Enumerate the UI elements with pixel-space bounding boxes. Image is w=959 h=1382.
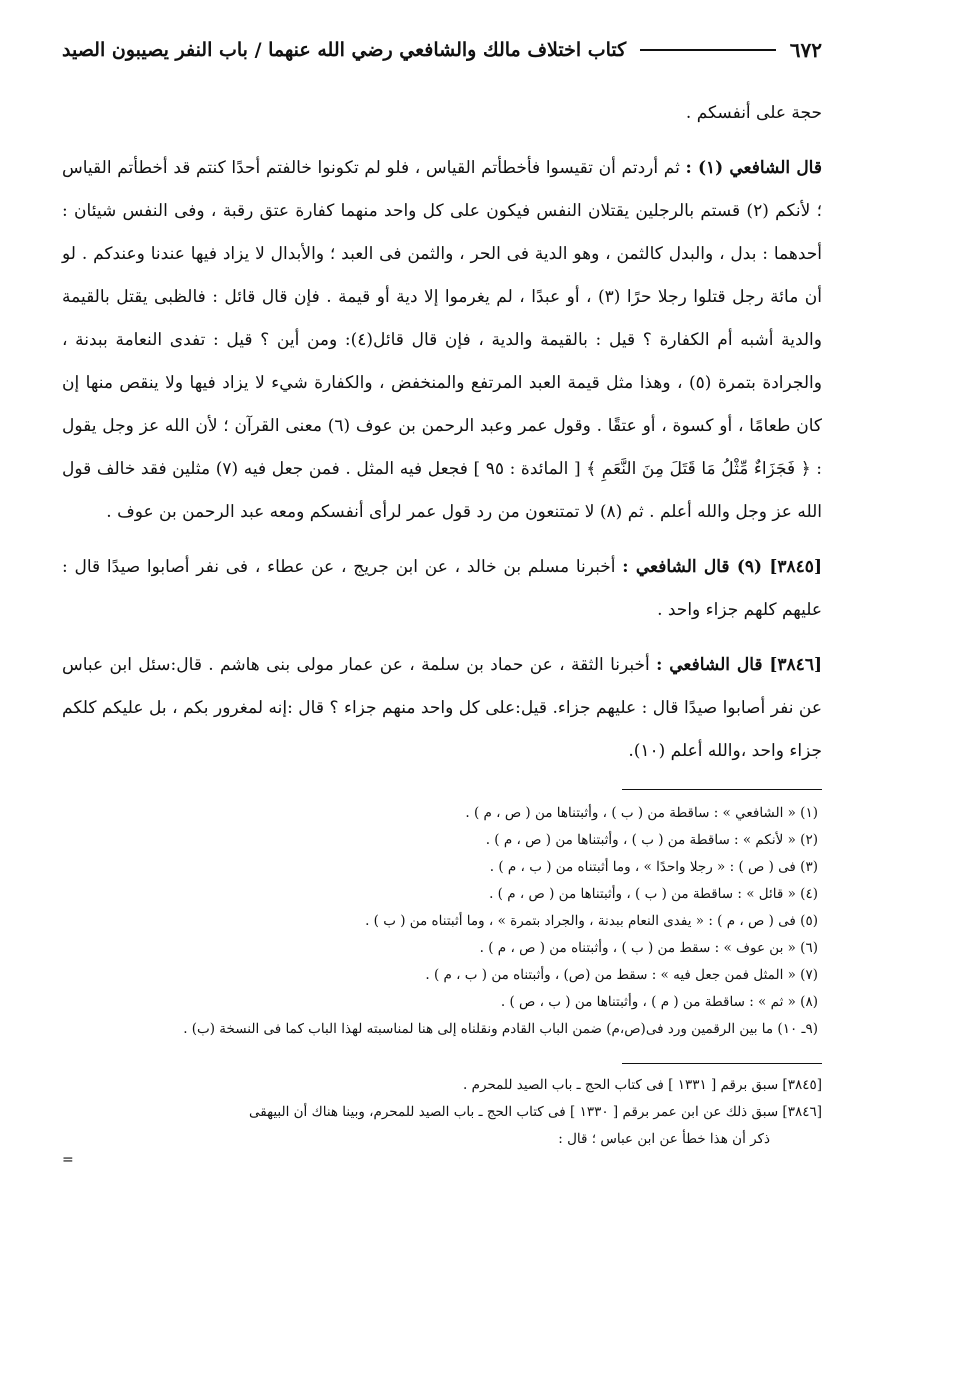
sources-rule (622, 1063, 822, 1064)
paragraph-text: ثم أردتم أن تقيسوا فأخطأتم القياس ، فلو لم تكونوا خالفتم أحدًا كنتم قد أخطأتم القياس ؛ لأنكم (٢) قستم بالرجلين يقتلان النفس فيكون على كل واحد منهما كفارة عتق رقبة ، وفى النفس شيئان : أحدهما : بدل ، والبدل كالثمن ، وهو الدية فى الحر ، والثمن فى العبد ؛ والأبدال لا يزاد فيها عندنا وعندكم . لو أن مائة رجل قتلوا رجلا حرًا (٣) ، أو عبدًا ، لم يغرموا إلا دية أو قيمة . فإن قال قائل : فالظبى يقتل بالقيمة والدية أشبه أم الكفارة ؟ قيل : بالقيمة والدية ، فإن قال قائل(٤): ومن أين ؟ قيل : تفدى النعامة ببدنة ، والجرادة بتمرة (٥) ، وهذا مثل قيمة العبد المرتفع والمنخفض ، والكفارة شيء لا يزاد فيها ولا ينقص منها إن كان طعامًا ، أو كسوة ، أو عتقًا . وقول عمر وعبد الرحمن بن عوف (٦) معنى القرآن ؛ لأن الله عز وجل يقول : ﴿ فَجَزَاءٌ مِّثْلُ مَا قَتَلَ مِنَ النَّعَمِ ﴾ [ المائدة : ٩٥ ] فجعل فيه المثل . فمن جعل فيه (٧) مثلين فقد خالف قول الله عز وجل والله أعلم . ثم (٨) لا تمتنعون من رد قول عمر لرأى أنفسكم ومعه عبد الرحمن بن عوف . (62, 158, 822, 522)
paragraph (62, 147, 822, 534)
source-note: [٣٨٤٥] سبق برقم [ ١٣٣١ ] فى كتاب الحج ـ باب الصيد للمحرم . (463, 1077, 822, 1093)
footnote-rule (622, 789, 822, 790)
footnote: (٢) « لأنكم » : ساقطة من ( ب ) ، وأثبتناها من ( ص ، م ) . (485, 832, 818, 848)
footnote: (٥) فى ( ص ، م ) : « يفدى النعام ببدنة ، والجراد بتمرة » ، وما أثبتناه من ( ب ) . (365, 913, 818, 929)
main-text (62, 92, 822, 773)
paragraph (62, 92, 822, 135)
source-note-continued: ذكر أن هذا خطأ عن ابن عباس ؛ قال : (558, 1131, 770, 1147)
running-title: كتاب اختلاف مالك والشافعي رضي الله عنهما / باب النفر يصيبون الصيد (62, 39, 627, 61)
footnote: (٨) « ثم » : ساقطة من ( م ) ، وأثبتناها من ( ب ، ص ) . (500, 994, 818, 1010)
book-page (62, 30, 822, 1350)
paragraph-text: أخبرنا مسلم بن خالد ، عن ابن جريج ، عن عطاء ، فى نفر أصابوا صيدًا قال : عليهم كلهم جزاء واحد . (62, 557, 822, 620)
paragraph-lead: [٣٨٤٦] قال الشافعي : (656, 655, 822, 675)
paragraph-lead: قال الشافعي (١) : (685, 158, 822, 178)
running-header (62, 30, 822, 70)
paragraph-text: حجة على أنفسكم . (685, 103, 822, 123)
footnote: (٣) فى ( ص ) : « رجلا واحدًا » ، وما أثبتناه من ( ب ، م ) . (489, 859, 818, 875)
source-notes (62, 1072, 822, 1167)
paragraph (62, 644, 822, 773)
footnote: (٩ـ ١٠) ما بين الرقمين ورد فى(ص،م) ضمن الباب القادم ونقلناه إلى هنا لمناسبته لهذا الباب كما فى النسخة (ب) . (183, 1021, 818, 1037)
footnote: (٤) « قائل » : ساقطة من ( ب ) ، وأثبتناها من ( ص ، م ) . (489, 886, 818, 902)
source-note: [٣٨٤٦] سبق ذلك عن ابن عمر برقم [ ١٣٣٠ ] فى كتاب الحج ـ باب الصيد للمحرم، وبينا هناك أن البيهقى (249, 1104, 822, 1120)
paragraph-lead: [٣٨٤٥] (٩) قال الشافعي : (622, 557, 822, 577)
paragraph-text: أخبرنا الثقة ، عن حماد بن سلمة ، عن عمار مولى بنى هاشم . قال:سئل ابن عباس عن نفر أصابوا صيدًا قال : عليهم جزاء. قيل:على كل واحد منهم جزاء ؟ قال :إنه لمغرور بكم ، بل عليكم كلكم جزاء واحد ،والله أعلم (١٠). (62, 655, 822, 761)
footnotes (62, 800, 822, 1043)
paragraph (62, 546, 822, 632)
footnote: (٦) « بن عوف » : سقط من ( ب ) ، وأثبتناه من ( ص ، م ) . (479, 940, 818, 956)
page-number: ٦٧٢ (789, 38, 822, 62)
header-rule (640, 49, 776, 51)
footnote: (١) « الشافعي » : ساقطة من ( ب ) ، وأثبتناها من ( ص ، م ) . (465, 805, 818, 821)
continuation-mark: = (62, 1152, 74, 1168)
footnote: (٧) « المثل فمن جعل فيه » : سقط من (ص) ، وأثبتناه من ( ب ، م ) . (425, 967, 818, 983)
